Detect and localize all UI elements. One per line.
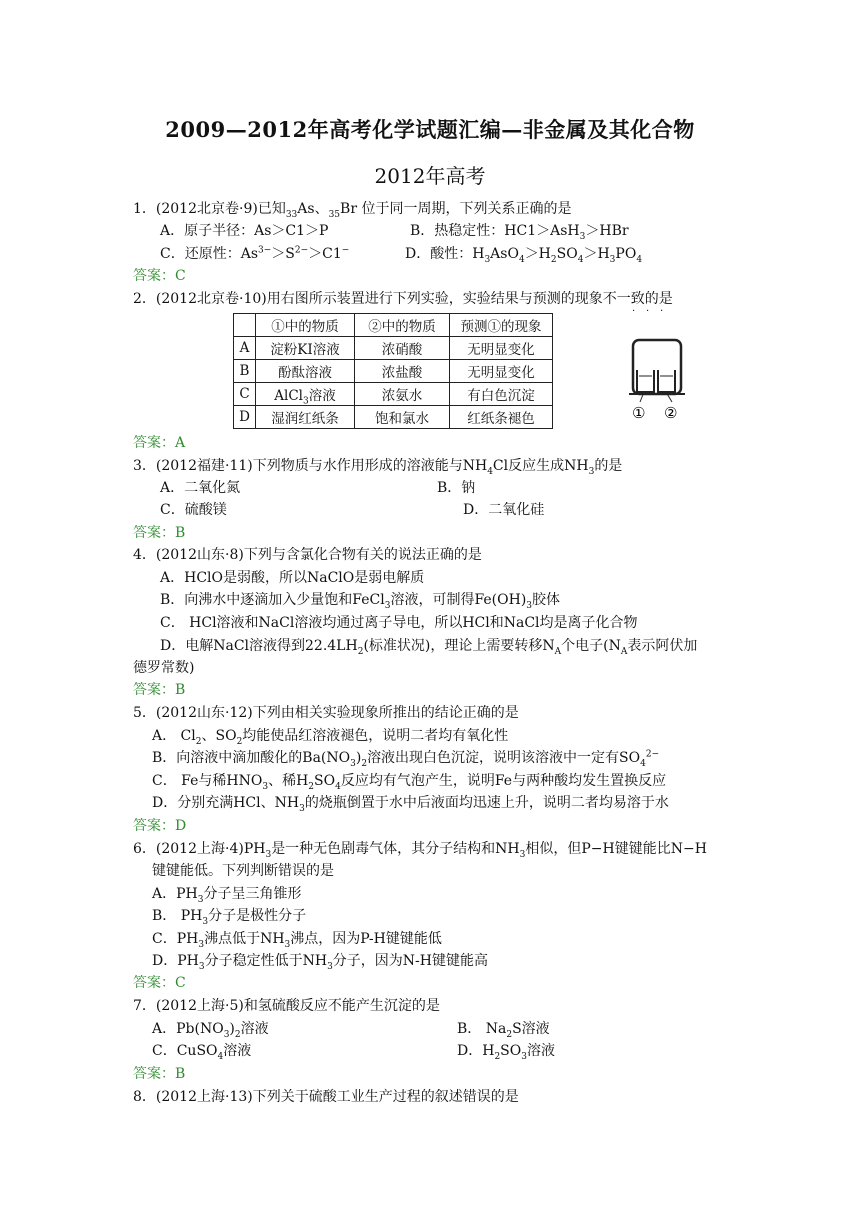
q2-answer: 答案：A: [133, 435, 186, 451]
q6-option-b: B． $PH_3$分子是极性分子: [152, 908, 307, 927]
emphasis-dot: ·: [632, 306, 636, 317]
q8-stem: 8．(2012上海·13)下列关于硫酸工业生产过程的叙述错误的是: [133, 1089, 519, 1105]
q4-answer: 答案：B: [133, 682, 186, 698]
q4-option-d: D．电解NaCl溶液得到$22.4LH_2$(标准状况)，理论上需要转移$N_A$个电子($N_A$表示阿伏加: [160, 638, 698, 657]
row-label: A: [234, 337, 256, 360]
q7-option-d: D．$H_2SO_3$溶液: [457, 1043, 555, 1062]
table-header-cell: [234, 314, 256, 337]
q6-stem-continued: 键键能低。下列判断错误的是: [152, 863, 334, 879]
table-row: [234, 337, 553, 360]
table-cell: AlCl$_3$溶液: [256, 383, 355, 406]
q5-stem: 5．(2012山东·12)下列由相关实验现象所推出的结论正确的是: [133, 705, 519, 721]
apparatus-diagram: [628, 338, 692, 424]
q3-stem: 3．(2012福建·11)下列物质与水作用形成的溶液能与$NH_4Cl$反应生成$NH_3$的是: [133, 458, 623, 477]
table-cell: 湿润红纸条: [256, 406, 355, 429]
q5-option-b: B．向溶液中滴加酸化的$Ba(NO_3)_2$溶液出现白色沉淀，说明该溶液中一定有$SO_4^{2-}$: [152, 749, 660, 769]
q5-option-a: A． $Cl_2$、$SO_2$均能使品红溶液褪色，说明二者均有氧化性: [152, 728, 509, 747]
page-title: 2009—2012年高考化学试题汇编—非金属及其化合物: [165, 117, 695, 142]
q6-option-d: D．$PH_3$分子稳定性低于$NH_3$分子，因为N-H键键能高: [152, 953, 488, 972]
row-label: D: [234, 406, 256, 429]
emphasis-dot: ·: [646, 306, 650, 317]
q7-option-a: A．$Pb(NO_3)_2$溶液: [152, 1021, 269, 1040]
table-cell: 无明显变化: [450, 360, 553, 383]
q1-option-a: A．原子半径：As＞C1＞P: [160, 223, 329, 239]
q3-answer: 答案：B: [133, 525, 186, 541]
q6-stem: 6．(2012上海$\cdot 4)PH_3$是一种无色剧毒气体，其分子结构和$NH_3$相似，但P−H键键能比N−H: [133, 841, 707, 860]
q7-answer: 答案：B: [133, 1066, 186, 1082]
row-label: C: [234, 383, 256, 406]
q2-stem: 2．(2012北京卷·10)用右图所示装置进行下列实验，实验结果与预测的现象不一致的是: [133, 291, 673, 307]
q3-option-a: A．二氧化氮: [160, 480, 241, 496]
table-header-cell: 预测①的现象: [450, 314, 553, 337]
table-cell: 酚酞溶液: [256, 360, 355, 383]
table-cell: 红纸条褪色: [450, 406, 553, 429]
q1-answer: 答案：C: [133, 268, 186, 284]
table-header-cell: ①中的物质: [256, 314, 355, 337]
q2-table: [233, 313, 553, 429]
q3-option-d: D．二氧化硅: [463, 502, 545, 518]
table-row: [234, 360, 553, 383]
q1-option-b: B．热稳定性：HC1＞AsH$_3$＞HBr: [410, 223, 629, 242]
q4-option-a: A．HClO是弱酸，所以NaClO是弱电解质: [160, 570, 425, 586]
beaker-1: [637, 370, 654, 392]
table-cell: 浓盐酸: [355, 360, 450, 383]
beaker-2: [658, 370, 675, 392]
table-row: [234, 383, 553, 406]
q4-option-c: C． HCl溶液和NaCl溶液均通过离子导电，所以HCl和NaCl均是离子化合物: [160, 615, 638, 631]
table-cell: 无明显变化: [450, 337, 553, 360]
table-cell: 饱和氯水: [355, 406, 450, 429]
q7-option-b: B． $Na_2S$溶液: [457, 1021, 550, 1040]
q1-option-d: D．酸性：$H_3AsO_4>H_2SO_4>H_3PO_4$: [405, 246, 643, 265]
emphasis-dot: ·: [660, 306, 664, 317]
q3-option-b: B．钠: [437, 480, 476, 496]
q5-answer: 答案：D: [133, 818, 187, 834]
q6-answer: 答案：C: [133, 975, 186, 991]
q5-option-d: D．分别充满HCl、$NH_3$的烧瓶倒置于水中后液面均迅速上升，说明二者均易溶于水: [152, 795, 669, 814]
q1-option-c: C．还原性：$As^{3-}>S^{2-}>C1^-$: [160, 245, 350, 262]
q7-stem: 7．(2012上海·5)和氢硫酸反应不能产生沉淀的是: [133, 998, 440, 1014]
q6-option-c: C．$PH_3$沸点低于$NH_3$沸点，因为P-H键键能低: [152, 931, 442, 950]
table-header-row: [234, 314, 553, 337]
marker-label-2: ②: [664, 404, 678, 422]
q4-option-b: B．向沸水中逐滴加入少量饱和FeCl$_3$溶液，可制得$Fe(OH)_3$胶体: [160, 592, 561, 611]
q5-option-c: C． Fe与稀$HNO_3$、稀$H_2SO_4$反应均有气泡产生，说明Fe与两种酸均发生置换反应: [152, 773, 667, 792]
q6-option-a: A．$PH_3$分子呈三角锥形: [152, 886, 302, 905]
table-header-cell: ②中的物质: [355, 314, 450, 337]
q1-stem: 1．(2012北京卷·9)已知$_{33}$As、$_{35}$Br 位于同一周期，下列关系正确的是: [133, 201, 572, 220]
table-cell: 淀粉KI溶液: [256, 337, 355, 360]
section-subtitle: 2012年高考: [374, 164, 486, 188]
q3-option-c: C．硫酸镁: [160, 502, 227, 518]
table-cell: 有白色沉淀: [450, 383, 553, 406]
row-label: B: [234, 360, 256, 383]
q4-option-d-continued: 德罗常数): [133, 660, 195, 676]
table-row: [234, 406, 553, 429]
q7-option-c: C．CuSO$_4$溶液: [152, 1043, 252, 1062]
q4-stem: 4．(2012山东·8)下列与含氯化合物有关的说法正确的是: [133, 547, 482, 563]
table-cell: 浓氨水: [355, 383, 450, 406]
marker-label-1: ①: [632, 404, 646, 422]
table-cell: 浓硝酸: [355, 337, 450, 360]
